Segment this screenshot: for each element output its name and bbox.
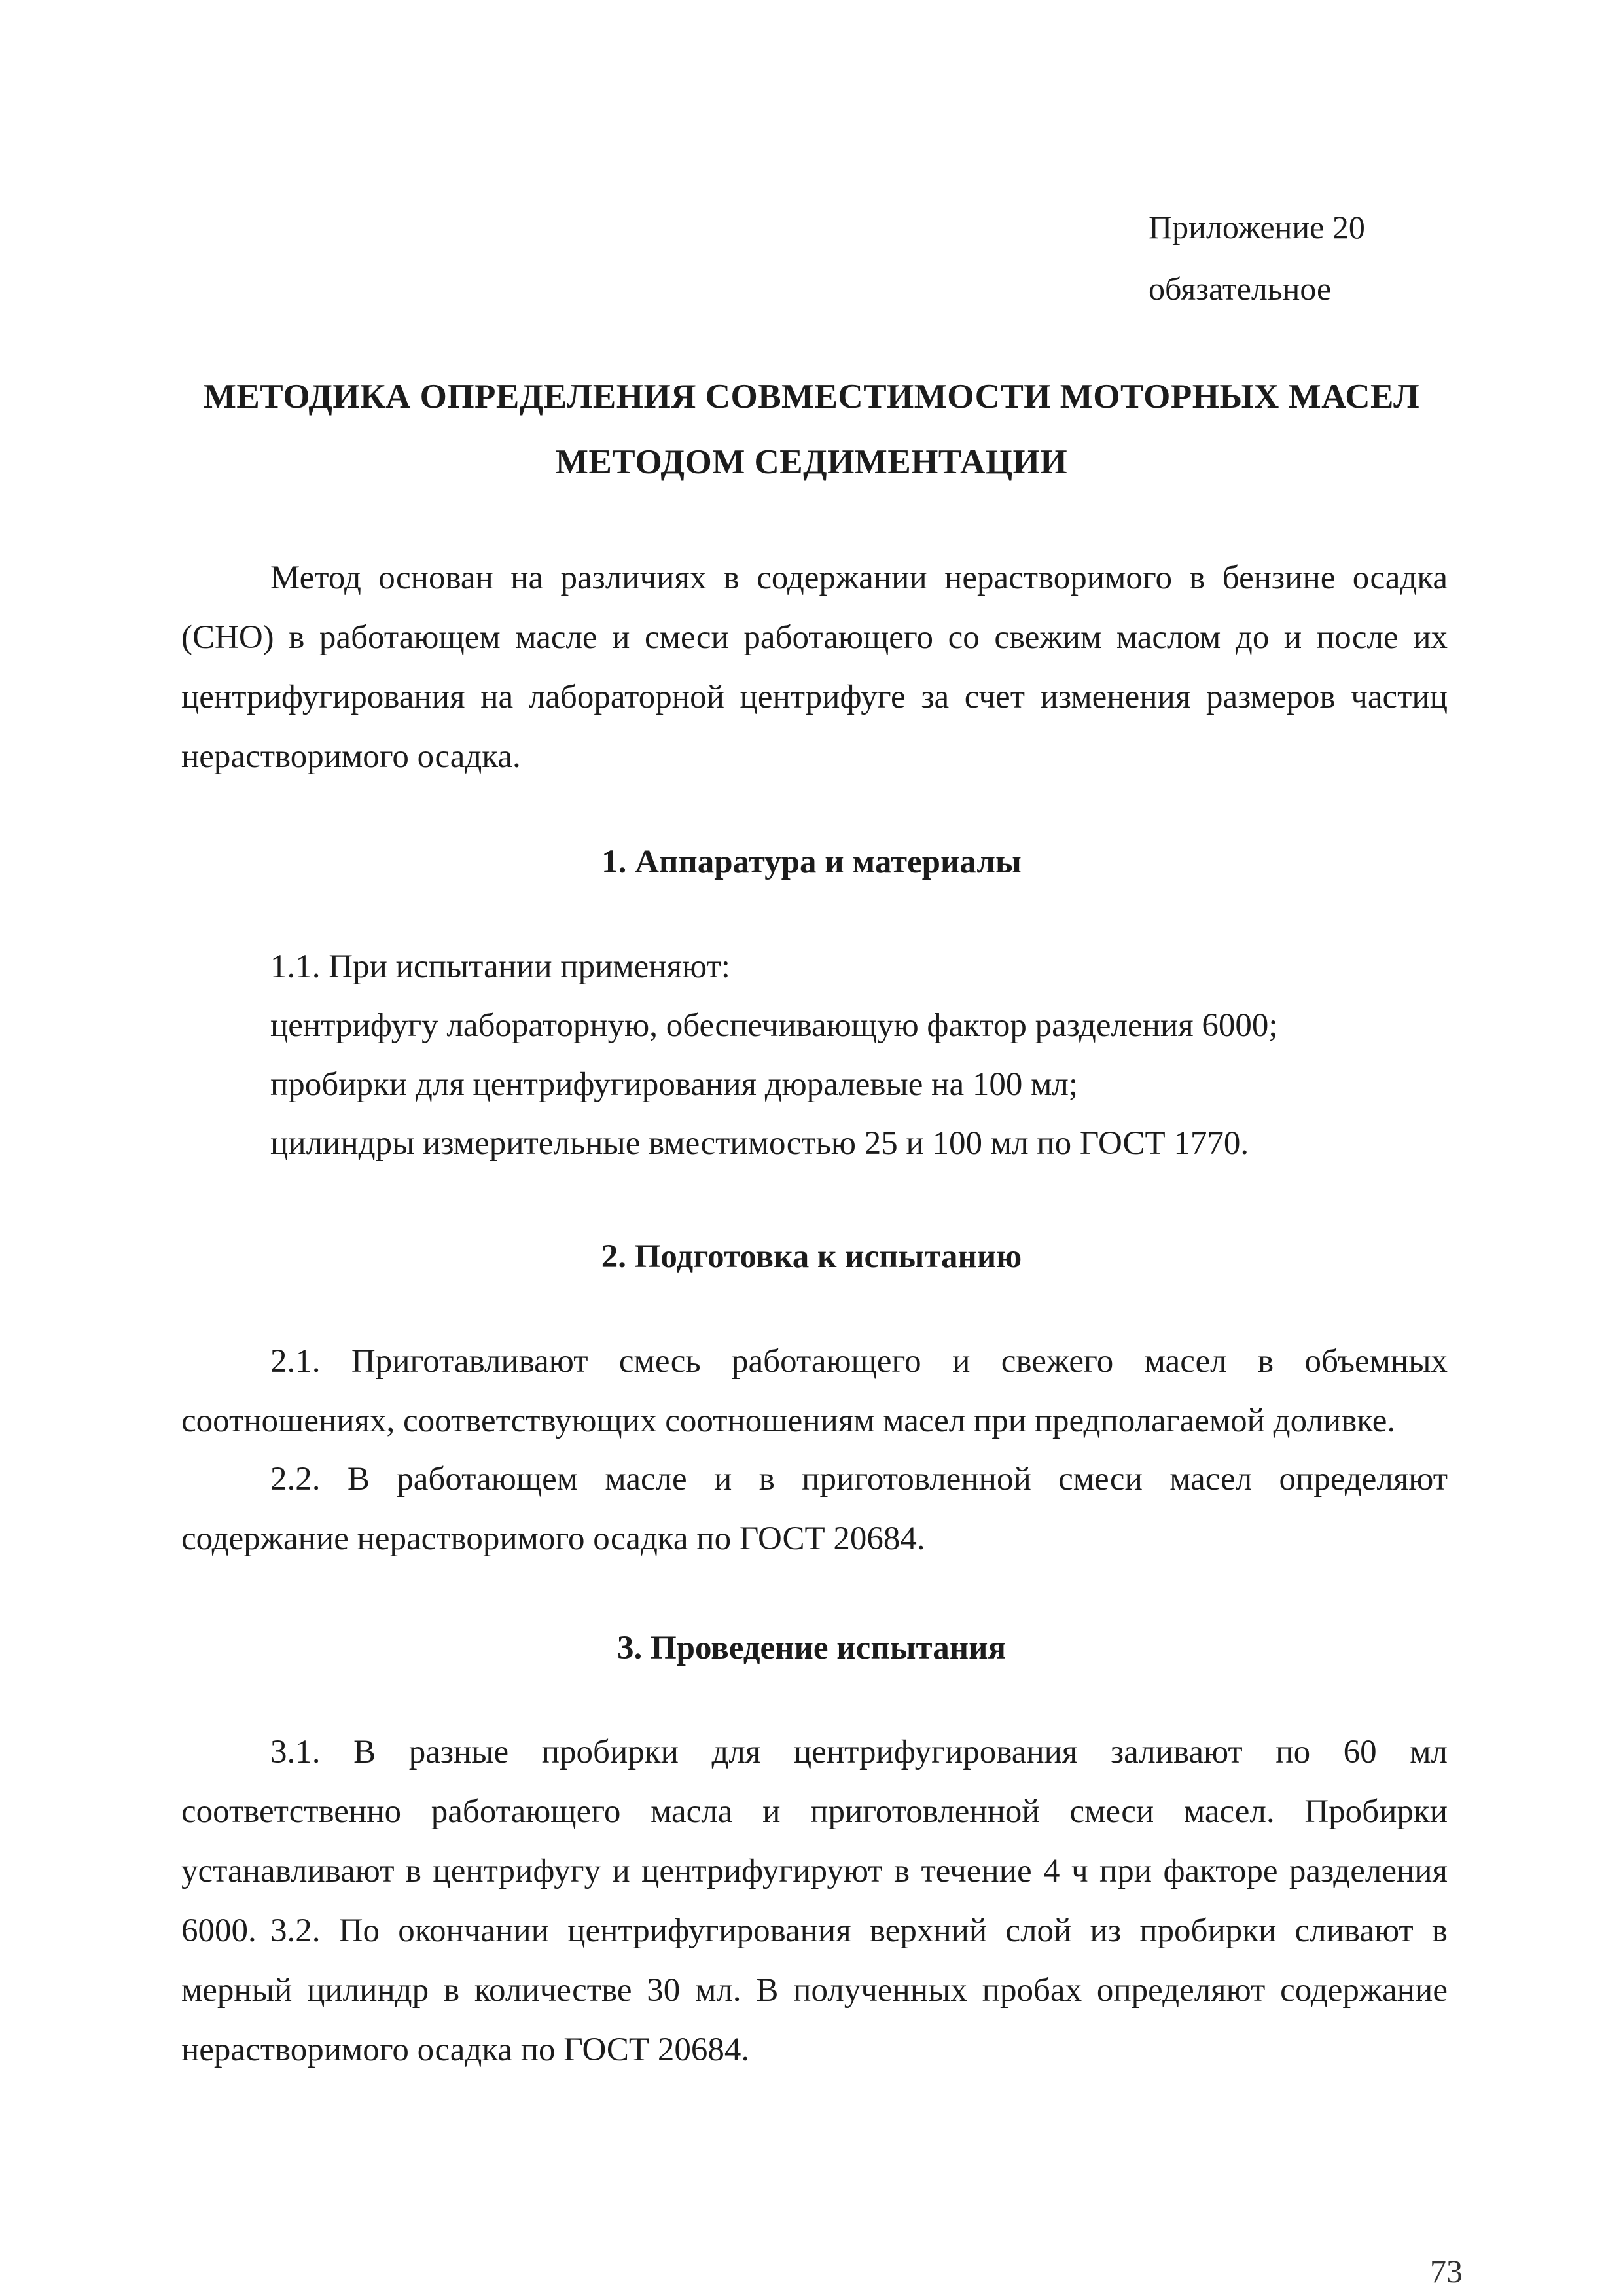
list-item: центрифугу лабораторную, обеспечивающую фактор разделения 6000;	[270, 1007, 1278, 1044]
title-line-1: МЕТОДИКА ОПРЕДЕЛЕНИЯ СОВМЕСТИМОСТИ МОТОРНЫХ МАСЕЛ	[203, 378, 1420, 416]
section-2-heading: 2. Подготовка к испытанию	[601, 1238, 1022, 1275]
paragraph-3-1: 3.1. В разные пробирки для центрифугирования заливают по 60 мл соответственно работающего масла и приготовленной смеси масел. Пробирки устанавливают в центрифугу и центрифугируют в течение 4 ч при факторе разделения 6000.	[181, 1734, 1448, 1949]
list-item: цилиндры измерительные вместимостью 25 и 100 мл по ГОСТ 1770.	[270, 1125, 1249, 1162]
section-1-list	[270, 937, 1278, 1173]
paragraph-2-1: 2.1. Приготавливают смесь работающего и свежего масел в объемных соотношениях, соответствующих соотношениям масел при предполагаемой доливке.	[181, 1343, 1448, 1439]
document-title	[183, 364, 1440, 495]
title-line-2: МЕТОДОМ СЕДИМЕНТАЦИИ	[555, 443, 1068, 481]
section-3-heading: 3. Проведение испытания	[616, 1630, 1007, 1666]
intro-paragraph: Метод основан на различиях в содержании нерастворимого в бензине осадка (СНО) в работающем масле и смеси работающего со свежим маслом до и после их центрифугирования на лабораторной центрифуге за счет изменения размеров частиц нерастворимого осадка.	[181, 560, 1448, 775]
page-number: 73	[1430, 2253, 1463, 2289]
list-item: пробирки для центрифугирования дюралевые на 100 мл;	[270, 1066, 1078, 1103]
section-1-lead: 1.1. При испытании применяют:	[270, 948, 730, 985]
appendix-number: Приложение 20	[1149, 209, 1365, 245]
appendix-label	[1149, 196, 1365, 319]
paragraph-2-2: 2.2. В работающем масле и в приготовленной смеси масел определяют содержание нерастворимого осадка по ГОСТ 20684.	[181, 1461, 1448, 1557]
paragraph-3-2: 3.2. По окончании центрифугирования верхний слой из пробирки сливают в мерный цилиндр в количестве 30 мл. В полученных пробах определяют содержание нерастворимого осадка по ГОСТ 20684.	[181, 1912, 1448, 2068]
appendix-status: обязательное	[1149, 270, 1332, 307]
section-1-heading: 1. Аппаратура и материалы	[601, 844, 1022, 880]
